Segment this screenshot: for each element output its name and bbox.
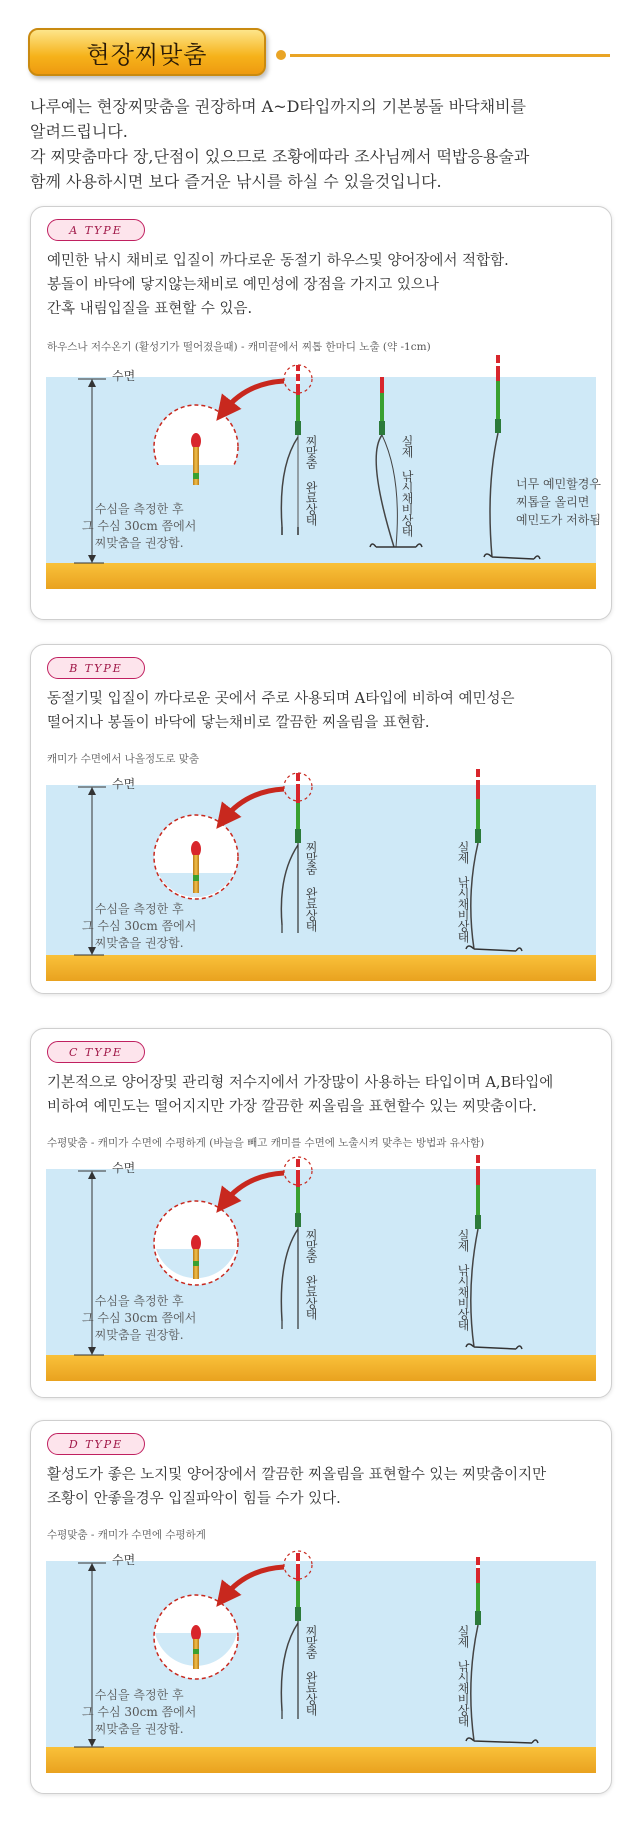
actual-state-label: 실제 낚시채비상태 (456, 1625, 470, 1726)
type-badge: C TYPE (47, 1041, 145, 1063)
desc-line: 기본적으로 양어장및 관리형 저수지에서 가장많이 사용하는 타입이며 A,B타입에 (47, 1075, 554, 1091)
diagram-scene (46, 369, 601, 589)
complete-state-label: 찌맞춤 완료상태 (304, 1625, 318, 1715)
intro-line: 알려드립니다. (30, 122, 128, 141)
complete-state-label: 찌맞춤 완료상태 (304, 435, 318, 525)
card-type-d (30, 1420, 612, 1794)
type-badge: B TYPE (47, 657, 145, 679)
surface-label: 수면 (112, 1553, 136, 1567)
page-title-badge (28, 28, 266, 76)
depth-note (82, 1293, 196, 1344)
card-type-b (30, 644, 612, 994)
actual-state-label: 실제 낚시채비상태 (456, 841, 470, 942)
type-description (47, 1463, 546, 1511)
desc-line: 동절기및 입질이 까다로운 곳에서 주로 사용되며 A타입에 비하여 예민성은 (47, 691, 515, 707)
type-badge: D TYPE (47, 1433, 145, 1455)
desc-line: 봉돌이 바닥에 닿지않는채비로 예민성에 장점을 가지고 있으나 (47, 277, 439, 293)
depth-note-line: 찌맞춤을 권장함. (94, 936, 184, 950)
desc-line: 조황이 안좋을경우 입질파악이 힘들 수가 있다. (47, 1491, 341, 1507)
depth-note-line: 찌맞춤을 권장함. (94, 1328, 184, 1342)
depth-note-line: 그 수심 30cm 쯤에서 (82, 1705, 197, 1719)
type-note: 캐미가 수면에서 나올정도로 맞춤 (47, 753, 200, 765)
diagram-scene (46, 777, 596, 975)
surface-label: 수면 (112, 1161, 136, 1175)
page-title: 현장찌맞춤 (86, 40, 208, 69)
depth-note-line: 찌맞춤을 권장함. (94, 536, 184, 550)
diagram-scene (46, 1161, 596, 1379)
desc-line: 활성도가 좋은 노지및 양어장에서 깔끔한 찌올림을 표현할수 있는 찌맞춤이지만 (47, 1467, 547, 1483)
sensitivity-note-line: 찌톱을 올리면 (516, 495, 590, 509)
type-note: 수평맞춤 - 캐미가 수면에 수평하게 (바늘을 빼고 캐미를 수면에 노출시켜 맞추는 방법과 유사함) (47, 1137, 485, 1149)
desc-line: 예민한 낚시 채비로 입질이 까다로운 동절기 하우스및 양어장에서 적합함. (47, 253, 509, 269)
diagram-graphics (46, 377, 596, 589)
depth-note (82, 901, 196, 952)
depth-note (82, 1687, 196, 1738)
intro-line: 각 찌맞춤마다 장,단점이 있으므로 조황에따라 조사님께서 떡밥응용술과 (30, 147, 530, 166)
desc-line: 비하여 예민도는 떨어지지만 가장 깔끔한 찌올림을 표현할수 있는 찌맞춤이다. (47, 1099, 537, 1115)
complete-state-label: 찌맞춤 완료상태 (304, 1229, 318, 1319)
surface-label: 수면 (112, 777, 136, 791)
type-note: 수평맞춤 - 캐미가 수면에 수평하게 (47, 1529, 206, 1541)
intro-text (30, 94, 620, 194)
depth-note-line: 그 수심 30cm 쯤에서 (82, 919, 197, 933)
surface-label: 수면 (112, 369, 136, 383)
depth-note-line: 수심을 측정한 후 (94, 1294, 184, 1308)
type-note: 하우스나 저수온기 (활성기가 떨어졌을때) - 캐미끝에서 찌톱 한마디 노출 (약 -1cm) (47, 341, 431, 353)
card-type-a (30, 206, 612, 620)
intro-line: 함께 사용하시면 보다 즐거운 낚시를 하실 수 있을것입니다. (30, 172, 442, 191)
depth-note-line: 수심을 측정한 후 (94, 502, 184, 516)
intro-line: 나루예는 현장찌맞춤을 권장하며 A~D타입까지의 기본봉돌 바닥채비를 (30, 97, 526, 116)
diagram-scene (46, 1553, 596, 1773)
sensitivity-note (516, 475, 601, 529)
type-description (47, 687, 515, 735)
diagram-graphics (46, 1561, 596, 1773)
type-description (47, 1071, 553, 1119)
diagram-graphics (46, 1169, 596, 1379)
depth-note-line: 찌맞춤을 권장함. (94, 1722, 184, 1736)
depth-note (82, 501, 196, 552)
sensitivity-note-line: 너무 예민할경우 (516, 477, 601, 491)
actual-state-label: 실제 낚시채비상태 (400, 435, 414, 536)
sensitivity-note-line: 예민도가 저하됨 (516, 513, 601, 527)
desc-line: 간혹 내림입질을 표현할 수 있음. (47, 301, 253, 317)
title-dot (276, 50, 286, 60)
type-badge: A TYPE (47, 219, 145, 241)
depth-note-line: 수심을 측정한 후 (94, 1688, 184, 1702)
desc-line: 떨어지나 봉돌이 바닥에 닿는채비로 깔끔한 찌올림을 표현함. (47, 715, 430, 731)
complete-state-label: 찌맞춤 완료상태 (304, 841, 318, 931)
depth-note-line: 그 수심 30cm 쯤에서 (82, 519, 197, 533)
card-type-c (30, 1028, 612, 1398)
depth-note-line: 수심을 측정한 후 (94, 902, 184, 916)
actual-state-label: 실제 낚시채비상태 (456, 1229, 470, 1330)
depth-note-line: 그 수심 30cm 쯤에서 (82, 1311, 197, 1325)
type-description (47, 249, 509, 321)
title-underline (290, 54, 610, 57)
